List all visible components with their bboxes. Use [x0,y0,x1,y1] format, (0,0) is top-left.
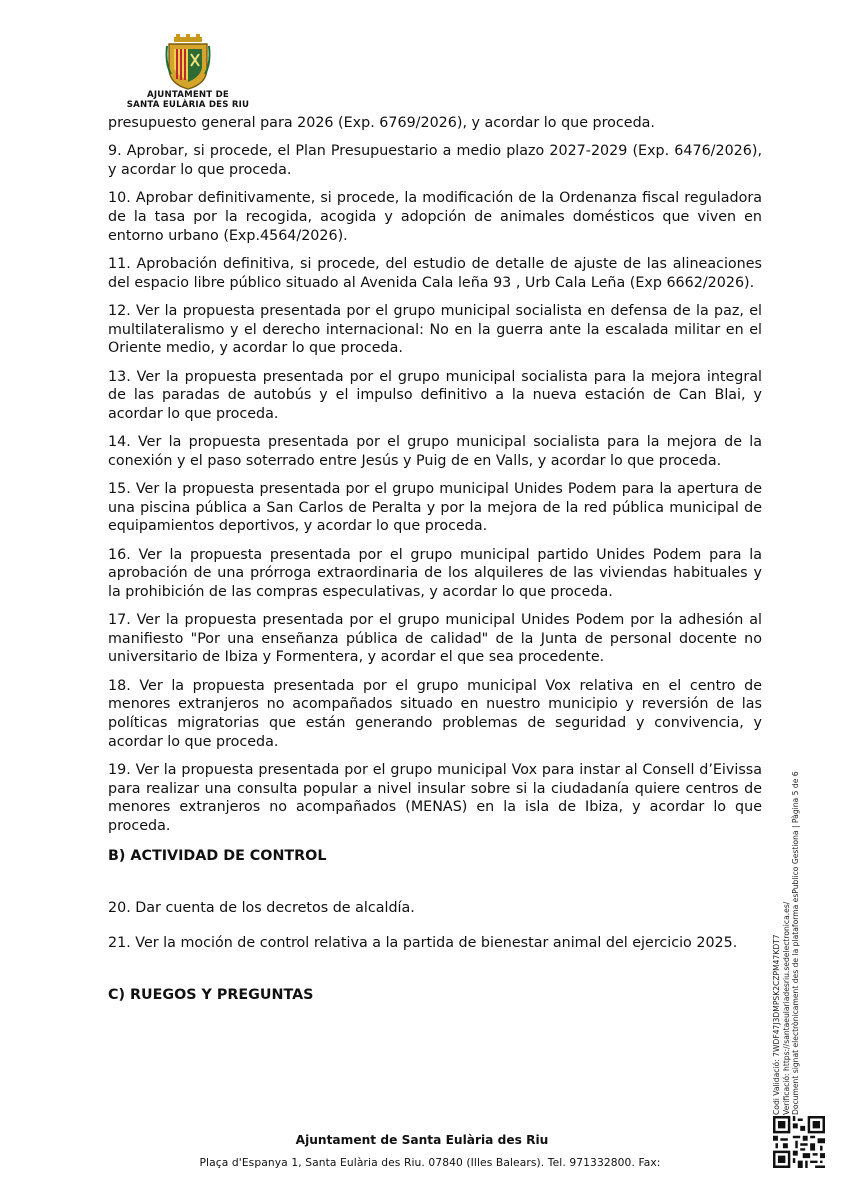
agenda-item-10: 10. Aprobar definitivamente, si procede, la modificación de la Ordenanza fiscal reguladora de la tasa por la recogida, acogida y adopción de animales domésticos que viven en entorno urbano (Exp.4564/2026). [108,190,762,244]
document-body [108,114,762,1005]
agenda-item-8-continuation: presupuesto general para 2026 (Exp. 6769/2026), y acordar lo que proceda. [108,115,655,131]
coat-of-arms-icon [165,34,211,90]
agenda-item-21: 21. Ver la moción de control relativa a la partida de bienestar animal del ejercicio 2025. [108,934,738,951]
footer-title: Ajuntament de Santa Eulària des Riu [295,1133,549,1147]
agenda-item-13: 13. Ver la propuesta presentada por el grupo municipal socialista para la mejora integral de las paradas de autobús y el impulso definitivo a la nueva estación de Can Blai, y acordar lo que proceda. [108,368,762,422]
validation-code: Codi Validació: 7WDF47J3DMPSK2CZPM47KDT7 [772,934,781,1115]
agenda-item-9: 9. Aprobar, si procede, el Plan Presupuestario a medio plazo 2027-2029 (Exp. 6476/2026), y acordar lo que proceda. [108,143,762,178]
agenda-item-19: 19. Ver la propuesta presentada por el grupo municipal Vox para instar al Consell d’Eivissa para realizar una consulta popular a nivel insular sobre si la ciudadanía quiere centros de menores extranjeros no acompañados (MENAS) en la isla de Ibiza, y acordar lo que proceda. [108,761,762,834]
section-b-heading: B) ACTIVIDAD DE CONTROL [108,848,327,865]
agenda-item-15: 15. Ver la propuesta presentada por el grupo municipal Unides Podem para la apertura de una piscina pública a San Carlos de Peralta y por la mejora de la red pública municipal de equipamientos deportivos, y acordar lo que proceda. [108,481,762,535]
agenda-item-18: 18. Ver la propuesta presentada por el grupo municipal Vox relativa en el centro de menores extranjeros no acompañados situado en nuestro municipio y reversión de las políticas migratorias que están generando problemas de seguridad y convivencia, y acordar lo que proceda. [108,677,762,750]
verification-url[interactable]: Verificació: https://santaeulariadesriu.sedelectronica.es/ [781,901,791,1115]
agenda-item-12: 12. Ver la propuesta presentada por el grupo municipal socialista en defensa de la paz, el multilateralismo y el derecho internacional: No en la guerra ante la escalada militar en el Oriente medio, y acordar lo que proceda. [108,302,762,357]
validation-stamp [772,771,801,1115]
qr-code-icon [773,1116,825,1168]
logo-text-line1: AJUNTAMENT DE [147,90,229,100]
footer-address: Plaça d'Espanya 1, Santa Eulària des Riu. 07840 (Illes Balears). Tel. 971332800. Fax: [199,1156,661,1169]
signature-note: Document signat electrònicament des de la plataforma esPublico Gestiona | Pàgina 5 de 6 [791,771,801,1115]
logo-text-line2: SANTA EULÀRIA DES RIU [126,100,250,110]
agenda-item-20: 20. Dar cuenta de los decretos de alcaldía. [108,899,415,916]
agenda-item-16: 16. Ver la propuesta presentada por el grupo municipal partido Unides Podem para la aprobación de una prórroga extraordinaria de los alquileres de las viviendas habituales y la prohibición de las compras especulativas, y acordar lo que proceda. [108,546,762,600]
section-c-heading: C) RUEGOS Y PREGUNTAS [108,987,314,1004]
agenda-item-17: 17. Ver la propuesta presentada por el grupo municipal Unides Podem por la adhesión al manifiesto "Por una enseñanza pública de calidad" de la Junta de personal docente no universitario de Ibiza y Formentera, y acordar el que sea procedente. [108,612,762,666]
agenda-item-14: 14. Ver la propuesta presentada por el grupo municipal socialista para la mejora de la conexión y el paso soterrado entre Jesús y Puig de en Valls, y acordar lo que proceda. [108,434,762,469]
agenda-item-11: 11. Aprobación definitiva, si procede, del estudio de detalle de ajuste de las alineaciones del espacio libre público situado al Avenida Cala leña 93 , Urb Cala Leña (Exp 6662/2026). [108,255,762,291]
header-logo [108,34,268,110]
